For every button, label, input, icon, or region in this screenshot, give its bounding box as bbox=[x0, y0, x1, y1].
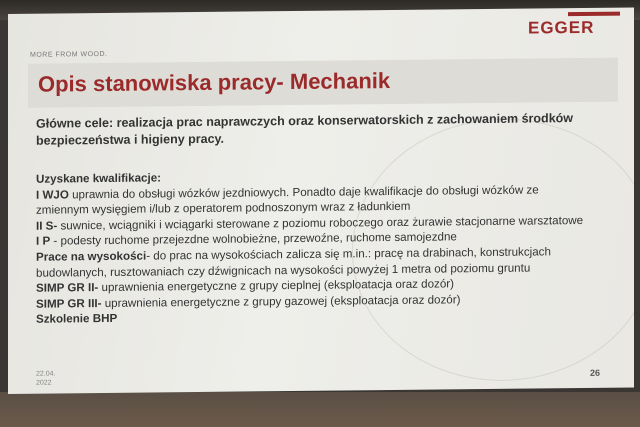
goal-line-1: Główne cele: realizacja prac naprawczych oraz konserwatorskich z zachowaniem środków bbox=[36, 111, 574, 131]
logo-bar bbox=[568, 12, 620, 17]
simp-gr3-text: uprawnienia energetyczne z grupy gazowej (eksploatacja oraz dozór) bbox=[101, 293, 461, 310]
egger-logo: EGGER bbox=[528, 17, 595, 38]
iis-text: suwnice, wciągniki i wciągarki sterowane z poziomu roboczego oraz żurawie stacjonarne warsztatowe bbox=[57, 213, 584, 233]
date-line-2: 2022 bbox=[36, 379, 52, 387]
qualifications-list bbox=[36, 166, 622, 328]
slide bbox=[8, 7, 634, 394]
iis-label: II S- bbox=[36, 219, 58, 233]
page-number: 26 bbox=[590, 367, 601, 378]
screen-bottom-edge bbox=[0, 392, 640, 427]
wjo-text-cont: zmiennym wysięgiem i/lub z operatorem podnoszonym wraz z ładunkiem bbox=[36, 199, 411, 217]
simp-gr3-label: SIMP GR III- bbox=[36, 296, 102, 311]
simp-gr2-text: uprawnienia energetyczne z grupy cieplnej (eksploatacja oraz dozór) bbox=[98, 277, 455, 295]
wjo-label: I WJO bbox=[36, 187, 69, 202]
qualifications-heading: Uzyskane kwalifikacje: bbox=[36, 171, 162, 186]
height-work-text-cont: budowlanych, rusztowaniach czy dźwignicach na wysokości powyżej 1 metra od poziomu gruntu bbox=[36, 261, 531, 280]
height-work-text: - do prac na wysokościach zalicza się m.in.: pracę na drabinach, konstrukcjach bbox=[146, 245, 551, 263]
height-work-label: Prace na wysokości bbox=[36, 249, 147, 264]
ip-text: - podesty ruchome przejezdne wolnobieżne, przewoźne, ruchome samojezdne bbox=[50, 230, 457, 248]
date-line-1: 22.04. bbox=[36, 370, 56, 378]
simp-gr2-label: SIMP GR II- bbox=[36, 281, 99, 295]
bhp-training: Szkolenie BHP bbox=[36, 312, 118, 327]
tagline: MORE FROM WOOD. bbox=[30, 50, 108, 59]
goal-line-2: bezpieczeństwa i higieny pracy. bbox=[36, 131, 225, 148]
wjo-text: uprawnia do obsługi wózków jezdniowych. Ponadto daje kwalifikacje do obsługi wózków ze bbox=[68, 183, 539, 201]
slide-date bbox=[36, 370, 55, 388]
goal-paragraph bbox=[36, 110, 616, 150]
ip-label: I P bbox=[36, 234, 51, 249]
slide-title: Opis stanowiska pracy- Mechanik bbox=[38, 67, 391, 97]
